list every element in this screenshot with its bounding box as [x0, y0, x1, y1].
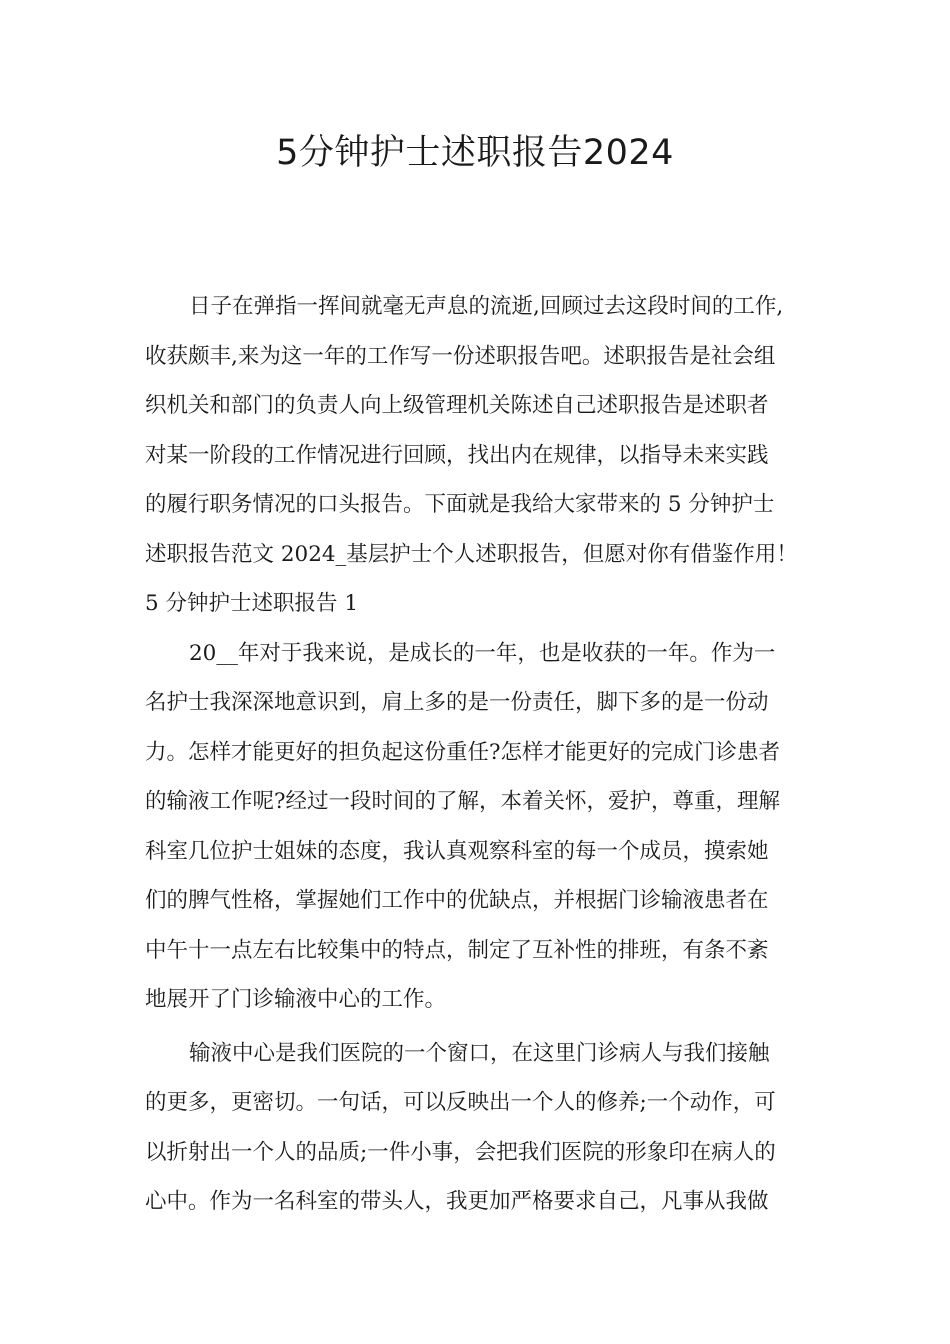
text-line: 心中。作为一名科室的带头人，我更加严格要求自己，凡事从我做 — [145, 1189, 769, 1214]
text-line: 20__年对于我来说，是成长的一年，也是收获的一年。作为一 — [189, 640, 776, 666]
text-line: 输液中心是我们医院的一个窗口，在这里门诊病人与我们接触 — [189, 1040, 770, 1066]
text-line: 述职报告范文 2024_基层护士个人述职报告，但愿对你有借鉴作用！ — [145, 541, 798, 567]
text-line: 中午十一点左右比较集中的特点，制定了互补性的排班，有条不紊 — [145, 937, 769, 963]
paragraph-body — [145, 1029, 815, 1227]
text-line: 织机关和部门的负责人向上级管理机关陈述自己述职报告是述职者 — [145, 393, 769, 418]
text-line: 地展开了门诊输液中心的工作。 — [145, 987, 447, 1012]
text-line: 的履行职务情况的口头报告。下面就是我给大家带来的 5 分钟护士 — [145, 492, 775, 517]
text-line: 收获颇丰,来为这一年的工作写一份述职报告吧。述职报告是社会组 — [145, 343, 776, 369]
document-title: 5分钟护士述职报告2024 — [276, 133, 674, 173]
section-heading — [145, 579, 815, 629]
text-line: 名护士我深深地意识到，肩上多的是一份责任，脚下多的是一份动 — [145, 690, 769, 715]
document-body — [145, 282, 815, 1227]
paragraph-intro — [145, 282, 815, 579]
text-line: 的输液工作呢?经过一段时间的了解，本着关怀，爱护，尊重，理解 — [145, 789, 781, 814]
text-line: 力。怎样才能更好的担负起这份重任?怎样才能更好的完成门诊患者 — [145, 739, 781, 765]
text-line: 日子在弹指一挥间就毫无声息的流逝,回顾过去这段时间的工作, — [189, 294, 784, 319]
section-heading-text: 5 分钟护士述职报告 1 — [145, 591, 359, 616]
paragraph-body — [145, 629, 815, 1025]
text-line: 的更多，更密切。一句话，可以反映出一个人的修养;一个动作，可 — [145, 1090, 776, 1115]
text-line: 以折射出一个人的品质;一件小事，会把我们医院的形象印在病人的 — [145, 1139, 776, 1165]
text-line: 对某一阶段的工作情况进行回顾，找出内在规律，以指导未来实践 — [145, 442, 769, 468]
text-line: 们的脾气性格，掌握她们工作中的优缺点，并根据门诊输液患者在 — [145, 888, 769, 913]
text-line: 科室几位护士姐妹的态度，我认真观察科室的每一个成员，摸索她 — [145, 838, 769, 864]
